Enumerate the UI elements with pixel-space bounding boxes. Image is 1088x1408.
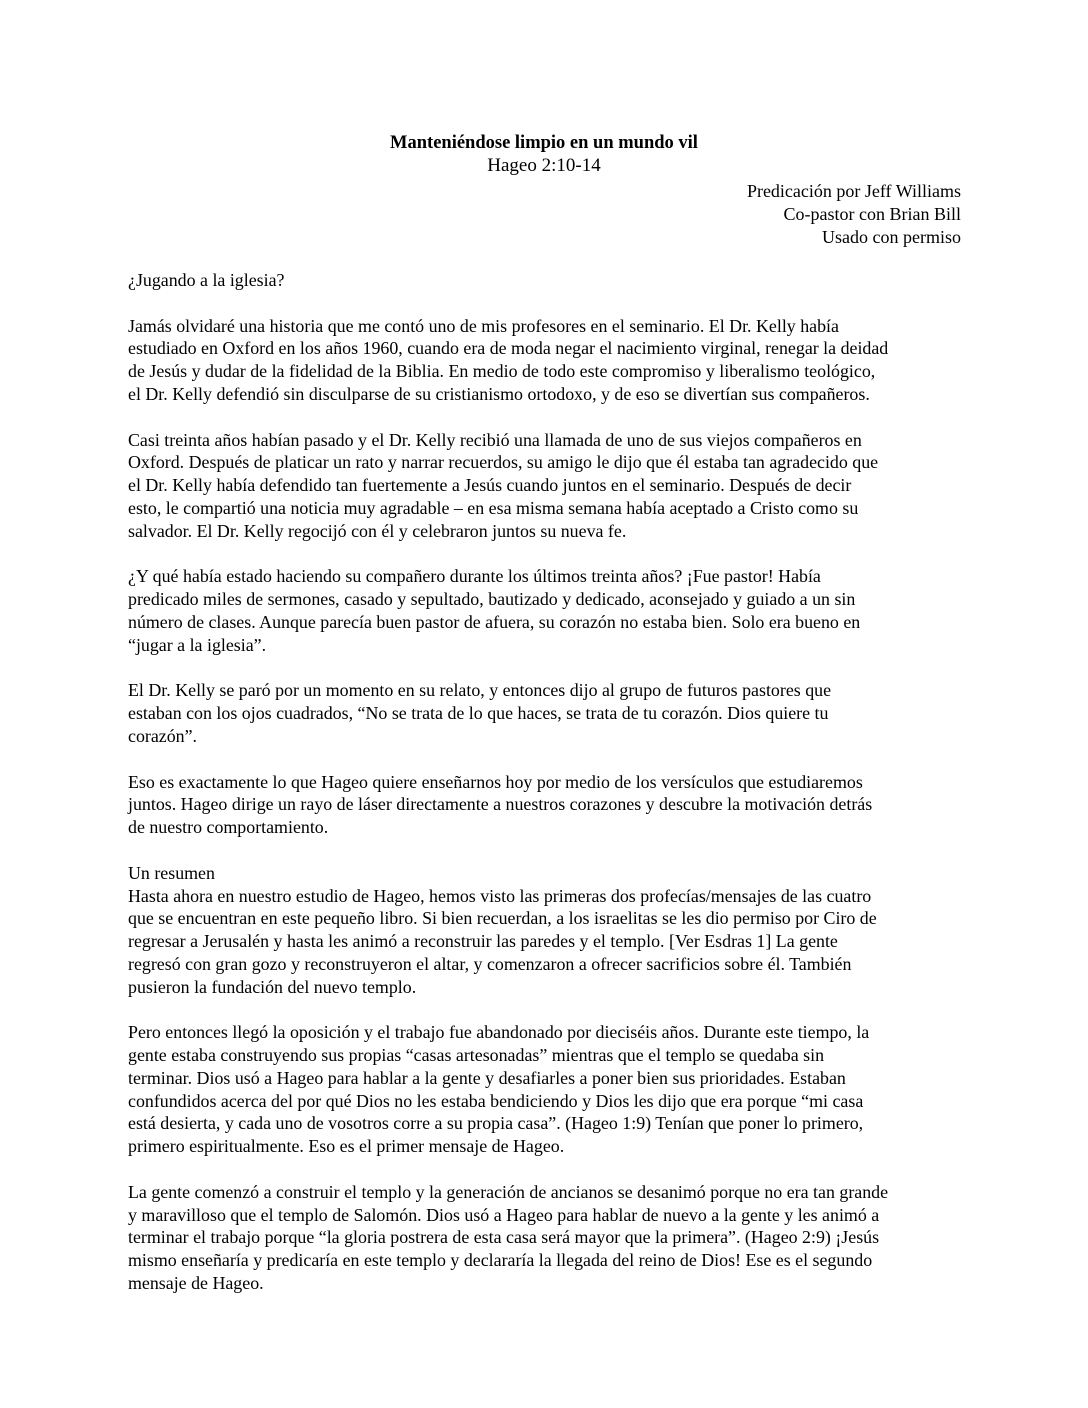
body-paragraph <box>128 862 960 999</box>
text-line: salvador. El Dr. Kelly regocijó con él y celebraron juntos su nueva fe. <box>128 520 627 541</box>
text-line: confundidos acerca del por qué Dios no les estaba bendiciendo y Dios les dijo que era porque “mi casa <box>128 1090 864 1111</box>
scripture-reference: Hageo 2:10-14 <box>487 155 601 176</box>
text-line: mensaje de Hageo. <box>128 1273 264 1294</box>
text-line: Oxford. Después de platicar un rato y narrar recuerdos, su amigo le dijo que él estaba tan agradecido que <box>128 452 879 473</box>
text-line: Pero entonces llegó la oposición y el trabajo fue abandonado por dieciséis años. Durante este tiempo, la <box>128 1022 870 1043</box>
text-line: regresó con gran gozo y reconstruyeron el altar, y comenzaron a ofrecer sacrificios sobre él. También <box>128 953 852 974</box>
text-line: El Dr. Kelly se paró por un momento en su relato, y entonces dijo al grupo de futuros pastores que <box>128 680 832 701</box>
text-line: que se encuentran en este pequeño libro. Si bien recuerdan, a los israelitas se les dio permiso por Ciro de <box>128 908 877 929</box>
section-heading <box>128 269 960 292</box>
text-line: ¿Y qué había estado haciendo su compañero durante los últimos treinta años? ¡Fue pastor! Había <box>128 566 821 587</box>
body-paragraph <box>128 429 960 543</box>
text-line: Eso es exactamente lo que Hageo quiere enseñarnos hoy por medio de los versículos que estudiaremos <box>128 771 863 792</box>
text-line: terminar. Dios usó a Hageo para hablar a la gente y desafiarles a poner bien sus prioridades. Estaban <box>128 1067 846 1088</box>
text-line: “jugar a la iglesia”. <box>128 634 267 655</box>
body-paragraph <box>128 565 960 656</box>
text-line: Hasta ahora en nuestro estudio de Hageo, hemos visto las primeras dos profecías/mensajes de las cuatro <box>128 885 872 906</box>
text-line: Jamás olvidaré una historia que me contó uno de mis profesores en el seminario. El Dr. Kelly había <box>128 315 839 336</box>
text-line: regresar a Jerusalén y hasta les animó a reconstruir las paredes y el templo. [Ver Esdras 1] La gente <box>128 931 838 952</box>
text-line: Un resumen <box>128 862 215 883</box>
byline-author: Predicación por Jeff Williams <box>746 181 961 201</box>
text-line: terminar el trabajo porque “la gloria postrera de esta casa será mayor que la primera”. (Hageo 2:9) ¡Jesús <box>128 1227 880 1248</box>
body-paragraph <box>128 771 960 839</box>
text-line: el Dr. Kelly defendió sin disculparse de su cristianismo ortodoxo, y de eso se divertían sus compañeros. <box>128 383 870 404</box>
byline-permission: Usado con permiso <box>822 226 961 247</box>
text-line: estudiado en Oxford en los años 1960, cuando era de moda negar el nacimiento virginal, renegar la deidad <box>128 338 889 359</box>
text-line: estaban con los ojos cuadrados, “No se trata de lo que haces, se trata de tu corazón. Dios quiere tu <box>128 703 829 724</box>
body-paragraph <box>128 1181 960 1295</box>
text-line: está desierta, y cada uno de vosotros corre a su propia casa”. (Hageo 1:9) Tenían que poner lo primero, <box>128 1113 864 1134</box>
text-line: predicado miles de sermones, casado y sepultado, bautizado y dedicado, aconsejado y guiado a un sin <box>128 589 856 610</box>
text-line: de nuestro comportamiento. <box>128 817 329 838</box>
text-line: primero espiritualmente. Eso es el primer mensaje de Hageo. <box>128 1136 565 1157</box>
text-line: ¿Jugando a la iglesia? <box>128 270 285 290</box>
byline-copastor: Co-pastor con Brian Bill <box>783 203 961 224</box>
text-line: juntos. Hageo dirige un rayo de láser directamente a nuestros corazones y descubre la motivación detrás <box>128 794 873 815</box>
document-title: Manteniéndose limpio en un mundo vil <box>390 133 698 153</box>
text-line: gente estaba construyendo sus propias “casas artesonadas” mientras que el templo se quedaba sin <box>128 1045 825 1066</box>
body-paragraph <box>128 1021 960 1158</box>
text-line: y maravilloso que el templo de Salomón. Dios usó a Hageo para hablar de nuevo a la gente y les animó a <box>128 1204 880 1225</box>
byline <box>747 180 961 248</box>
text-line: Casi treinta años habían pasado y el Dr. Kelly recibió una llamada de uno de sus viejos compañeros en <box>128 429 862 450</box>
text-line: el Dr. Kelly había defendido tan fuertemente a Jesús cuando juntos en el seminario. Después de decir <box>128 475 852 496</box>
text-line: pusieron la fundación del nuevo templo. <box>128 976 417 997</box>
body-paragraph <box>128 315 960 406</box>
text-line: La gente comenzó a construir el templo y la generación de ancianos se desanimó porque no era tan grande <box>128 1181 889 1202</box>
text-line: número de clases. Aunque parecía buen pastor de afuera, su corazón no estaba bien. Solo era bueno en <box>128 611 861 632</box>
text-line: mismo enseñaría y predicaría en este templo y declararía la llegada del reino de Dios! Ese es el segundo <box>128 1250 873 1271</box>
document-body <box>128 269 960 1318</box>
text-line: esto, le compartió una noticia muy agradable – en esa misma semana había aceptado a Cristo como su <box>128 497 859 518</box>
text-line: corazón”. <box>128 725 198 746</box>
text-line: de Jesús y dudar de la fidelidad de la Biblia. En medio de todo este compromiso y liberalismo teológico, <box>128 361 876 382</box>
body-paragraph <box>128 679 960 747</box>
